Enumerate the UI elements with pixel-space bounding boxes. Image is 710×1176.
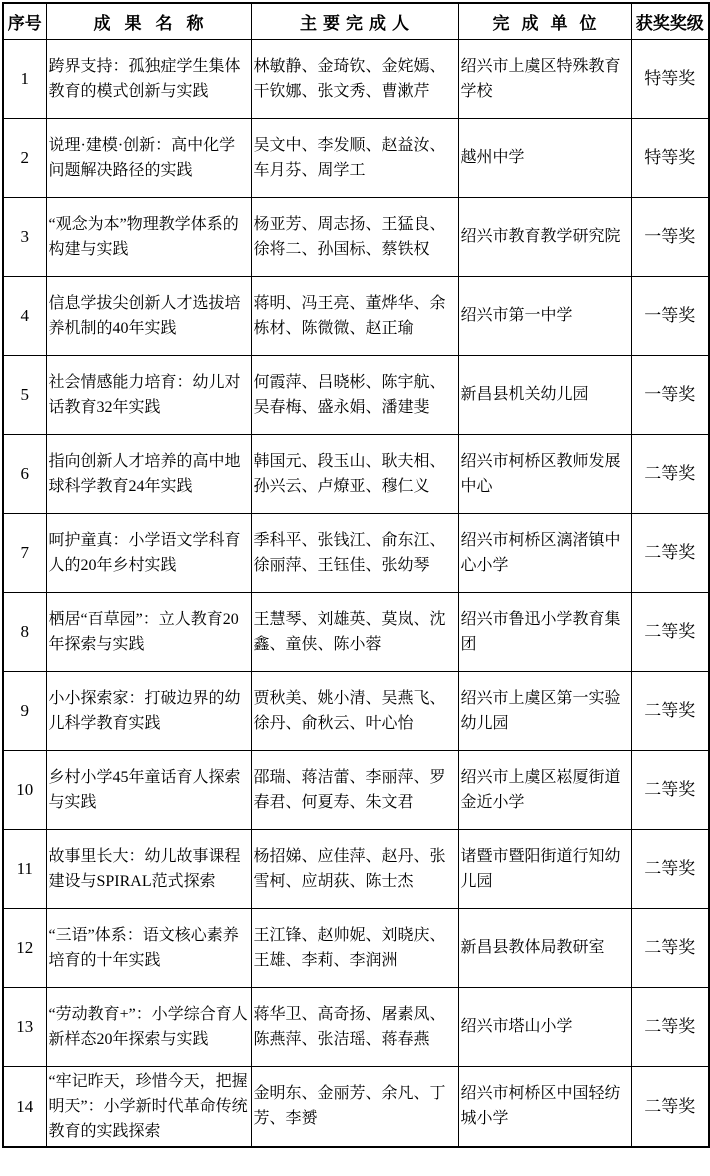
- cell-completing-unit: 绍兴市上虞区崧厦街道金近小学: [458, 750, 631, 829]
- cell-completing-unit: 绍兴市教育教学研究院: [458, 197, 631, 276]
- cell-completing-unit: 诸暨市暨阳街道行知幼儿园: [458, 829, 631, 908]
- cell-achievement-name: 栖居“百草园”：立人教育20年探索与实践: [46, 592, 251, 671]
- cell-award-level: 特等奖: [631, 118, 709, 197]
- cell-award-level: 二等奖: [631, 434, 709, 513]
- table-row: [3, 829, 709, 908]
- cell-completing-unit: 绍兴市塔山小学: [458, 987, 631, 1066]
- cell-award-level: 一等奖: [631, 355, 709, 434]
- cell-completing-unit: 绍兴市柯桥区中国轻纺城小学: [458, 1066, 631, 1147]
- header-completing-unit: 完成单位: [458, 3, 631, 39]
- cell-main-contributors: 蒋华卫、高奇扬、屠素凤、陈燕萍、张洁瑶、蒋春燕: [251, 987, 458, 1066]
- table-row: [3, 39, 709, 118]
- cell-achievement-name: 故事里长大：幼儿故事课程建设与SPIRAL范式探索: [46, 829, 251, 908]
- cell-seq-number: 10: [3, 750, 46, 829]
- cell-main-contributors: 金明东、金丽芳、余凡、丁芳、李赟: [251, 1066, 458, 1147]
- cell-achievement-name: 社会情感能力培育：幼儿对话教育32年实践: [46, 355, 251, 434]
- awards-table: [2, 2, 710, 1148]
- header-award-level: 获奖奖级: [631, 3, 709, 39]
- cell-main-contributors: 贾秋美、姚小清、吴燕飞、徐丹、俞秋云、叶心怡: [251, 671, 458, 750]
- cell-main-contributors: 韩国元、段玉山、耿夫相、孙兴云、卢燎亚、穆仁义: [251, 434, 458, 513]
- cell-achievement-name: 乡村小学45年童话育人探索与实践: [46, 750, 251, 829]
- cell-completing-unit: 绍兴市第一中学: [458, 276, 631, 355]
- cell-completing-unit: 绍兴市鲁迅小学教育集团: [458, 592, 631, 671]
- table-row: [3, 434, 709, 513]
- table-row: [3, 750, 709, 829]
- cell-main-contributors: 何霞萍、吕晓彬、陈宇航、吴春梅、盛永娟、潘建斐: [251, 355, 458, 434]
- table-body: [3, 39, 709, 1147]
- cell-seq-number: 8: [3, 592, 46, 671]
- cell-achievement-name: 跨界支持：孤独症学生集体教育的模式创新与实践: [46, 39, 251, 118]
- table-row: [3, 671, 709, 750]
- cell-award-level: 二等奖: [631, 1066, 709, 1147]
- table-row: [3, 355, 709, 434]
- header-achievement-name: 成果名称: [46, 3, 251, 39]
- cell-main-contributors: 季科平、张钱江、俞东江、徐丽萍、王钰佳、张幼琴: [251, 513, 458, 592]
- cell-main-contributors: 杨招娣、应佳萍、赵丹、张雪柯、应胡荻、陈士杰: [251, 829, 458, 908]
- table-row: [3, 987, 709, 1066]
- cell-seq-number: 14: [3, 1066, 46, 1147]
- cell-achievement-name: “劳动教育+”：小学综合育人新样态20年探索与实践: [46, 987, 251, 1066]
- cell-achievement-name: 说理·建模·创新：高中化学问题解决路径的实践: [46, 118, 251, 197]
- cell-completing-unit: 绍兴市上虞区特殊教育学校: [458, 39, 631, 118]
- header-row: [3, 3, 709, 39]
- cell-seq-number: 13: [3, 987, 46, 1066]
- cell-award-level: 二等奖: [631, 908, 709, 987]
- cell-seq-number: 5: [3, 355, 46, 434]
- cell-main-contributors: 王江锋、赵帅妮、刘晓庆、王雄、李莉、李润洲: [251, 908, 458, 987]
- cell-seq-number: 2: [3, 118, 46, 197]
- cell-completing-unit: 绍兴市柯桥区教师发展中心: [458, 434, 631, 513]
- table-row: [3, 276, 709, 355]
- cell-seq-number: 11: [3, 829, 46, 908]
- cell-award-level: 二等奖: [631, 513, 709, 592]
- cell-main-contributors: 林敏静、金琦钦、金姹嫣、干钦娜、张文秀、曹漱芹: [251, 39, 458, 118]
- cell-main-contributors: 蒋明、冯王亮、董烨华、余栋材、陈微微、赵正瑜: [251, 276, 458, 355]
- cell-main-contributors: 吴文中、李发顺、赵益汝、车月芬、周学工: [251, 118, 458, 197]
- cell-main-contributors: 王慧琴、刘雄英、莫岚、沈鑫、童侠、陈小蓉: [251, 592, 458, 671]
- header-main-contributors: 主要完成人: [251, 3, 458, 39]
- cell-award-level: 二等奖: [631, 750, 709, 829]
- cell-achievement-name: 呵护童真：小学语文学科育人的20年乡村实践: [46, 513, 251, 592]
- table-row: [3, 197, 709, 276]
- table-row: [3, 1066, 709, 1147]
- header-seq-number: 序号: [3, 3, 46, 39]
- cell-seq-number: 9: [3, 671, 46, 750]
- cell-seq-number: 12: [3, 908, 46, 987]
- cell-achievement-name: 信息学拔尖创新人才选拔培养机制的40年实践: [46, 276, 251, 355]
- table-row: [3, 513, 709, 592]
- table-row: [3, 908, 709, 987]
- cell-award-level: 一等奖: [631, 197, 709, 276]
- cell-achievement-name: 小小探索家：打破边界的幼儿科学教育实践: [46, 671, 251, 750]
- cell-seq-number: 4: [3, 276, 46, 355]
- cell-award-level: 二等奖: [631, 671, 709, 750]
- cell-achievement-name: “牢记昨天，珍惜今天，把握明天”：小学新时代革命传统教育的实践探索: [46, 1066, 251, 1147]
- table-row: [3, 592, 709, 671]
- table-row: [3, 118, 709, 197]
- cell-completing-unit: 新昌县教体局教研室: [458, 908, 631, 987]
- cell-award-level: 特等奖: [631, 39, 709, 118]
- cell-award-level: 二等奖: [631, 987, 709, 1066]
- cell-award-level: 二等奖: [631, 592, 709, 671]
- cell-completing-unit: 绍兴市上虞区第一实验幼儿园: [458, 671, 631, 750]
- cell-achievement-name: “观念为本”物理教学体系的构建与实践: [46, 197, 251, 276]
- cell-completing-unit: 绍兴市柯桥区漓渚镇中心小学: [458, 513, 631, 592]
- cell-completing-unit: 新昌县机关幼儿园: [458, 355, 631, 434]
- cell-seq-number: 1: [3, 39, 46, 118]
- cell-achievement-name: “三语”体系：语文核心素养培育的十年实践: [46, 908, 251, 987]
- cell-award-level: 一等奖: [631, 276, 709, 355]
- cell-seq-number: 3: [3, 197, 46, 276]
- cell-achievement-name: 指向创新人才培养的高中地球科学教育24年实践: [46, 434, 251, 513]
- cell-seq-number: 7: [3, 513, 46, 592]
- cell-award-level: 二等奖: [631, 829, 709, 908]
- cell-completing-unit: 越州中学: [458, 118, 631, 197]
- cell-main-contributors: 杨亚芳、周志扬、王猛良、徐将二、孙国标、蔡铁权: [251, 197, 458, 276]
- cell-seq-number: 6: [3, 434, 46, 513]
- cell-main-contributors: 邵瑞、蒋洁蕾、李丽萍、罗春君、何夏寿、朱文君: [251, 750, 458, 829]
